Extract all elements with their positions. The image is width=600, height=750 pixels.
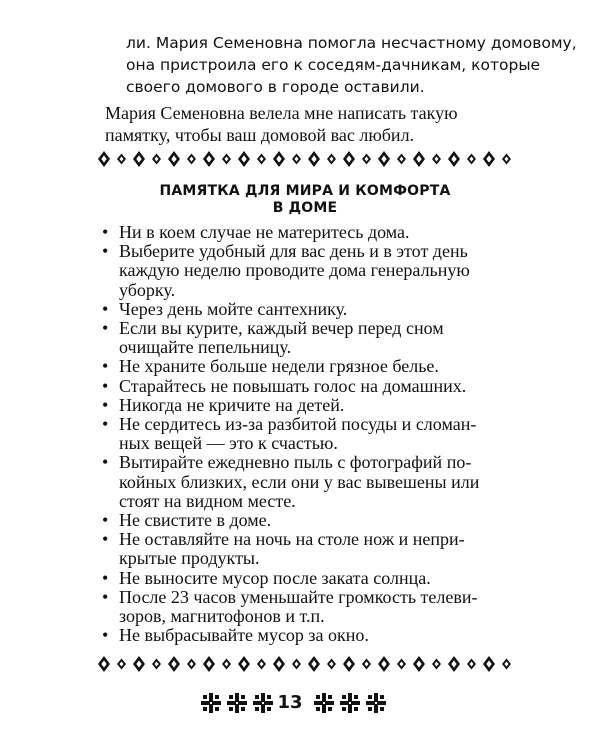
memo-item-line: Старайтесь не повышать голос на домашних. [119,375,467,396]
ornament-divider-bottom [96,655,514,673]
paragraph-line-2: памятку, чтобы ваш домовой вас любил. [105,125,415,145]
bullet-marker: • [102,318,109,339]
memo-item-line: Ни в коем случае не материтесь дома. [119,222,410,242]
footer-ornaments-right [314,693,386,713]
memo-list-item [100,626,520,645]
memo-item-line: Не свистите в доме. [119,510,272,531]
folk-cross-ornament-icon [227,693,247,713]
bullet-marker: • [102,394,109,415]
memo-item-line: каждую неделю проводите дома генеральную [119,260,470,281]
memo-item-line: койных близких, если они у вас вывешены или [119,471,480,492]
bullet-marker: • [102,241,109,262]
memo-title-line-2: В ДОМЕ [272,200,338,216]
bullet-marker: • [102,567,109,588]
memo-item-line: зоров, магнитофонов и т.п. [119,606,325,627]
memo-list [100,223,520,645]
memo-item-line: Не храните больше недели грязное белье. [119,356,439,377]
body-paragraph [105,102,505,146]
memo-item-line: Никогда не кричите на детей. [119,394,345,415]
memo-list-item [100,453,520,511]
memo-list-item [100,300,520,319]
memo-item-line: уборку. [119,279,176,300]
bullet-marker: • [102,529,109,550]
memo-item-line: После 23 часов уменьшайте громкость телеви- [119,586,478,607]
bullet-marker: • [102,298,109,319]
bullet-marker: • [102,452,109,473]
memo-title [130,183,480,217]
memo-item-line: Если вы курите, каждый вечер перед сном [119,318,444,339]
intro-line-1: ли. Мария Семеновна помогла несчастному домовому, [126,34,577,52]
memo-item-line: Вытирайте ежедневно пыль с фотографий по- [119,452,472,473]
intro-line-2: она пристроила его к соседям-дачникам, которые [126,56,541,74]
memo-item-line: очищайте пепельницу. [119,337,292,358]
memo-item-line: Не сердитесь из-за разбитой посуды и сломан- [119,414,477,435]
folk-cross-ornament-icon [314,693,334,713]
memo-list-item [100,357,520,376]
bullet-marker: • [102,510,109,531]
page-footer [0,690,600,720]
memo-list-item [100,223,520,242]
memo-title-line-1: ПАМЯТКА ДЛЯ МИРА И КОМФОРТА [159,183,451,199]
memo-item-line: ных вещей — это к счастью. [119,433,338,454]
memo-list-item [100,569,520,588]
intro-text [126,32,577,98]
memo-list-item [100,511,520,530]
memo-list-item [100,588,520,626]
ornament-divider-top [96,150,514,168]
folk-cross-ornament-icon [253,693,273,713]
footer-ornaments-left [201,693,273,713]
memo-list-item [100,415,520,453]
memo-list-item [100,396,520,415]
memo-item-line: Через день мойте сантехнику. [119,298,348,319]
bullet-marker: • [102,625,109,646]
memo-item-line: Выберите удобный для вас день и в этот день [119,241,468,262]
paragraph-line-1: Мария Семеновна велела мне написать такую [105,103,458,123]
bullet-marker: • [102,375,109,396]
memo-list-item [100,319,520,357]
folk-cross-ornament-icon [366,693,386,713]
memo-list-item [100,242,520,300]
folk-cross-ornament-icon [201,693,221,713]
memo-item-line: Не оставляйте на ночь на столе нож и непри- [119,529,465,550]
memo-item-line: Не выносите мусор после заката солнца. [119,567,431,588]
memo-list-item [100,530,520,568]
intro-line-3: своего домового в городе оставили. [126,78,425,96]
bullet-marker: • [102,356,109,377]
memo-item-line: стоят на видном месте. [119,490,296,511]
bullet-marker: • [102,222,109,242]
page-number: 13 [277,692,303,713]
bullet-marker: • [102,414,109,435]
bullet-marker: • [102,586,109,607]
folk-cross-ornament-icon [340,693,360,713]
memo-item-line: Не выбрасывайте мусор за окно. [119,625,369,646]
memo-item-line: крытые продукты. [119,548,260,569]
memo-list-item [100,377,520,396]
